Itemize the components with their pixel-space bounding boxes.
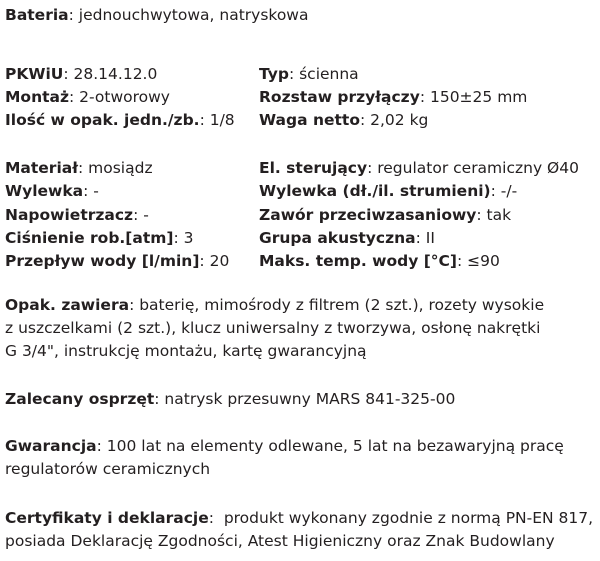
pkwiu-label: PKWiU: [5, 65, 64, 83]
gwarancja-text-1: 100 lat na elementy odlewane, 5 lat na bezawaryjną pracę: [106, 437, 564, 455]
montaz-value: 2-otworowy: [79, 88, 170, 106]
ilosc-label: Ilość w opak. jedn./zb.: [5, 111, 200, 129]
gwarancja-label: Gwarancja: [5, 437, 97, 455]
ilosc-value: 1/8: [209, 111, 235, 129]
napowietrzacz-label: Napowietrzacz: [5, 206, 134, 224]
gwarancja-paragraph: [5, 435, 595, 481]
grupa-value: II: [425, 229, 435, 247]
zawor-value: tak: [486, 206, 512, 224]
waga-row: Waga netto: 2,02 kg: [259, 111, 429, 129]
certyfikaty-label: Certyfikaty i deklaracje: [5, 509, 209, 527]
certyfikaty-text-1: produkt wykonany zgodnie z normą PN-EN 817,: [223, 509, 594, 527]
el-sterujacy-label: El. sterujący: [259, 159, 368, 177]
grupa-row: Grupa akustyczna: II: [259, 229, 435, 247]
maks-temp-value: ≤90: [467, 252, 500, 270]
przeplyw-value: 20: [209, 252, 230, 270]
wylewka-row: Wylewka: -: [5, 182, 99, 200]
opak-paragraph: [5, 294, 595, 363]
osprzet-paragraph: Zalecany osprzęt: natrysk przesuwny MARS 841-325-00: [5, 390, 456, 408]
montaz-label: Montaż: [5, 88, 69, 106]
certyfikaty-paragraph: [5, 507, 595, 553]
cisnienie-value: 3: [183, 229, 194, 247]
opak-label: Opak. zawiera: [5, 296, 130, 314]
opak-line-3: G 3/4", instrukcję montażu, kartę gwarancyjną: [5, 342, 367, 360]
pkwiu-value: 28.14.12.0: [73, 65, 158, 83]
zawor-label: Zawór przeciwzasaniowy: [259, 206, 477, 224]
certyfikaty-line-2: posiada Deklarację Zgodności, Atest Higieniczny oraz Znak Budowlany: [5, 532, 555, 550]
opak-line-2: z uszczelkami (2 szt.), klucz uniwersalny z tworzywa, osłonę nakrętki: [5, 319, 541, 337]
el-sterujacy-row: El. sterujący: regulator ceramiczny Ø40: [259, 159, 579, 177]
cisnienie-label: Ciśnienie rob.[atm]: [5, 229, 174, 247]
ilosc-row: Ilość w opak. jedn./zb.: 1/8: [5, 111, 235, 129]
zawor-row: Zawór przeciwzasaniowy: tak: [259, 206, 512, 224]
przeplyw-label: Przepływ wody [l/min]: [5, 252, 200, 270]
przeplyw-row: Przepływ wody [l/min]: 20: [5, 252, 230, 270]
napowietrzacz-row: Napowietrzacz: -: [5, 206, 149, 224]
grupa-label: Grupa akustyczna: [259, 229, 416, 247]
rozstaw-row: Rozstaw przyłączy: 150±25 mm: [259, 88, 528, 106]
maks-temp-label: Maks. temp. wody [°C]: [259, 252, 458, 270]
opak-line-1: Opak. zawiera: baterię, mimośrody z filtrem (2 szt.), rozety wysokie: [5, 296, 545, 314]
material-row: Materiał: mosiądz: [5, 159, 153, 177]
bateria-line: Bateria: jednouchwytowa, natryskowa: [5, 6, 309, 24]
wylewka-strumieni-label: Wylewka (dł./il. strumieni): [259, 182, 491, 200]
montaz-row: Montaż: 2-otworowy: [5, 88, 170, 106]
wylewka-strumieni-value: -/-: [500, 182, 518, 200]
waga-label: Waga netto: [259, 111, 360, 129]
typ-row: Typ: ścienna: [259, 65, 359, 83]
rozstaw-value: 150±25 mm: [429, 88, 528, 106]
bateria-label: Bateria: [5, 6, 69, 24]
gwarancja-line-2: regulatorów ceramicznych: [5, 460, 211, 478]
waga-value: 2,02 kg: [370, 111, 429, 129]
pkwiu-row: PKWiU: 28.14.12.0: [5, 65, 158, 83]
material-value: mosiądz: [88, 159, 153, 177]
rozstaw-label: Rozstaw przyłączy: [259, 88, 420, 106]
opak-text-1: baterię, mimośrody z filtrem (2 szt.), rozety wysokie: [139, 296, 545, 314]
typ-label: Typ: [259, 65, 289, 83]
wylewka-value: -: [93, 182, 99, 200]
gwarancja-line-1: Gwarancja: 100 lat na elementy odlewane, 5 lat na bezawaryjną pracę: [5, 437, 564, 455]
el-sterujacy-value: regulator ceramiczny Ø40: [377, 159, 579, 177]
wylewka-label: Wylewka: [5, 182, 84, 200]
cisnienie-row: Ciśnienie rob.[atm]: 3: [5, 229, 194, 247]
bateria-value: jednouchwytowa, natryskowa: [78, 6, 309, 24]
maks-temp-row: Maks. temp. wody [°C]: ≤90: [259, 252, 500, 270]
napowietrzacz-value: -: [143, 206, 149, 224]
osprzet-label: Zalecany osprzęt: [5, 390, 155, 408]
wylewka-strumieni-row: Wylewka (dł./il. strumieni): -/-: [259, 182, 518, 200]
osprzet-value: natrysk przesuwny MARS 841-325-00: [164, 390, 456, 408]
material-label: Materiał: [5, 159, 78, 177]
typ-value: ścienna: [299, 65, 359, 83]
certyfikaty-line-1: Certyfikaty i deklaracje: produkt wykonany zgodnie z normą PN-EN 817,: [5, 509, 594, 527]
